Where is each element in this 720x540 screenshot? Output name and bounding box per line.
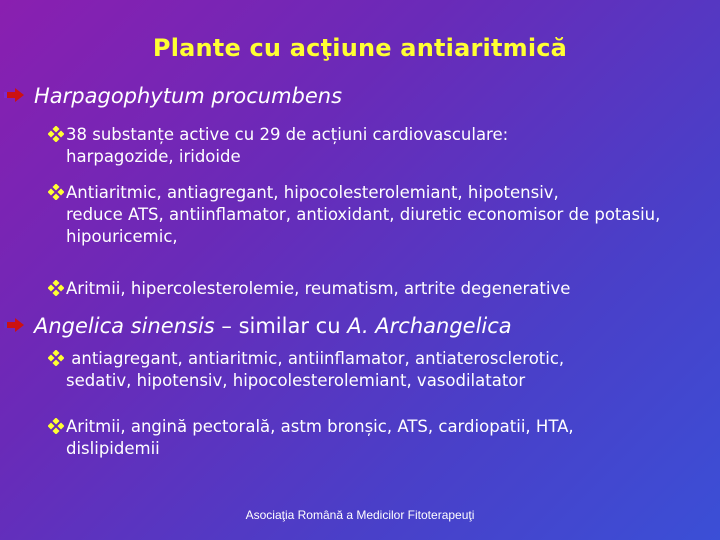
section-heading-tail-italic: A. Archangelica — [347, 314, 512, 338]
list-item — [48, 182, 698, 248]
red-arrow-bullet-icon — [4, 88, 24, 102]
diamond-bullet-icon — [48, 184, 64, 200]
list-item-continuation: dislipidemii — [66, 439, 160, 458]
list-item-line1: Antiaritmic, antiagregant, hipocolesterolemiant, hipotensiv, — [66, 183, 559, 202]
list-item-line1: Aritmii, hipercolesterolemie, reumatism, artrite degenerative — [66, 279, 571, 298]
section-heading-text: Angelica sinensis — [34, 314, 215, 338]
list-item — [48, 278, 698, 300]
diamond-bullet-icon — [48, 350, 64, 366]
red-arrow-bullet-icon — [4, 318, 24, 332]
diamond-bullet-icon — [48, 418, 64, 434]
list-item-continuation: reduce ATS, antiinflamator, antioxidant, diuretic economisor de potasiu, hipouricemic, — [66, 205, 661, 246]
list-item-continuation: harpagozide, iridoide — [66, 147, 241, 166]
diamond-bullet-icon — [48, 280, 64, 296]
section-heading-tail: – similar cu — [214, 314, 348, 338]
list-item-line1: Aritmii, angină pectorală, astm bronșic, ATS, cardiopatii, HTA, — [66, 417, 574, 436]
list-item — [48, 348, 698, 392]
list-item-continuation: sedativ, hipotensiv, hipocolesterolemiant, vasodilatator — [66, 371, 526, 390]
list-item — [48, 416, 698, 460]
list-item — [48, 124, 698, 168]
list-item-line1: antiagregant, antiaritmic, antiinflamator, antiaterosclerotic, — [66, 349, 565, 368]
list-item-line1: 38 substanțe active cu 29 de acțiuni cardiovasculare: — [66, 125, 509, 144]
section-heading-text: Harpagophytum procumbens — [34, 84, 343, 108]
section-heading-angelica — [4, 314, 512, 338]
section-heading-harpagophytum — [4, 84, 342, 108]
footer-text: Asociaţia Română a Medicilor Fitoterapeuţi — [245, 508, 475, 522]
slide-title: Plante cu acţiune antiaritmică — [152, 34, 568, 62]
diamond-bullet-icon — [48, 126, 64, 142]
